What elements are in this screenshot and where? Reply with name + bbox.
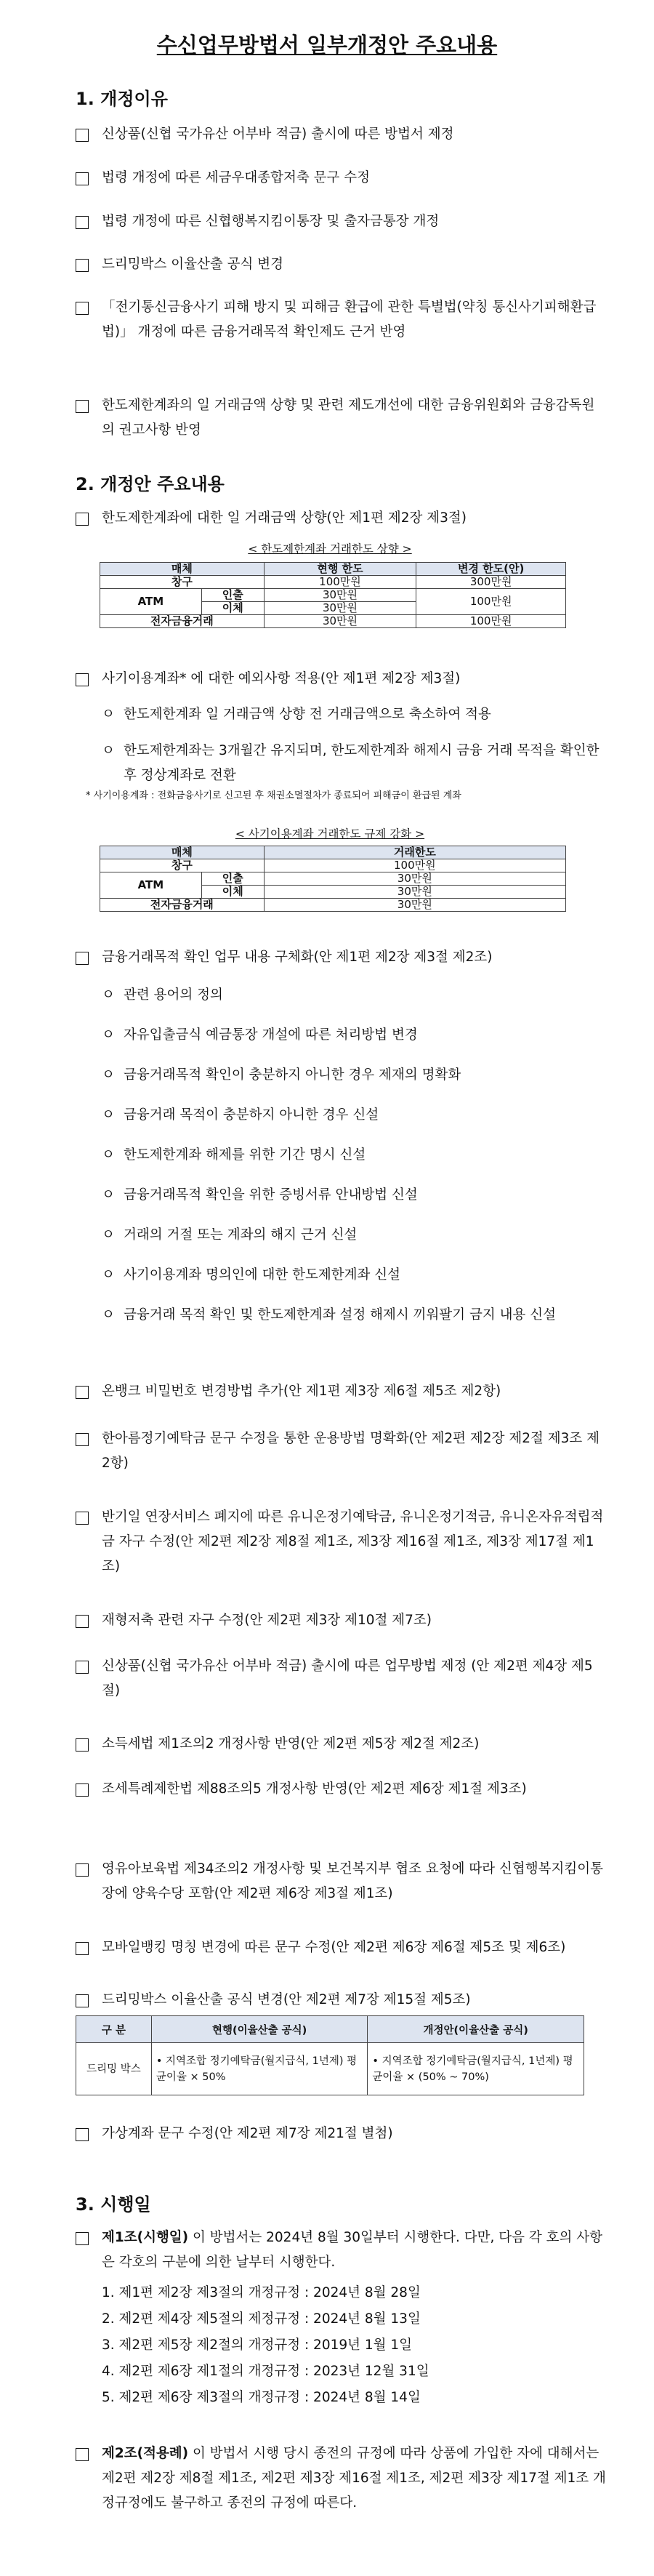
- table2-header: 매체: [100, 846, 265, 859]
- table1-cell: 30만원: [264, 589, 416, 602]
- table3-cell: 드리밍 박스: [76, 2043, 152, 2095]
- main-item: 금융거래목적 확인 업무 내용 구체화(안 제1편 제2장 제3절 제2조): [76, 945, 607, 970]
- table3-header: 현행(이율산출 공식): [151, 2016, 368, 2043]
- article-1: [76, 2226, 607, 2275]
- list-item: 2. 제2편 제4장 제5절의 제정규정 : 2024년 8월 13일: [102, 2311, 421, 2327]
- section-2-heading: 2. 개정안 주요내용: [76, 474, 225, 494]
- reason-item: 법령 개정에 따른 세금우대종합저축 문구 수정: [76, 166, 607, 190]
- dreaming-box-rate-table: [76, 2015, 584, 2095]
- table1-cell: 30만원: [264, 602, 416, 615]
- table2-cell: 30만원: [264, 899, 565, 912]
- sub-item: ㅇ 한도제한계좌는 3개월간 유지되며, 한도제한계좌 해제시 금융 거래 목적을 확인한 후 정상계좌로 전환: [102, 739, 603, 788]
- table1-header: 매체: [100, 563, 265, 576]
- main-item: 영유아보육법 제34조의2 개정사항 및 보건복지부 협조 요청에 따라 신협행복지킴이통장에 양육수당 포함(안 제2편 제6장 제3절 제1조): [76, 1857, 607, 1906]
- section-1-heading: 1. 개정이유: [76, 89, 168, 109]
- table2-cell: 30만원: [264, 872, 565, 886]
- table1-cell: 전자금융거래: [100, 615, 265, 628]
- limit-increase-table: [100, 562, 566, 628]
- table2-cell: 100만원: [264, 859, 565, 872]
- sub-item: ㅇ 거래의 거절 또는 계좌의 해지 근거 신설: [102, 1223, 603, 1248]
- table2-cell: 30만원: [264, 886, 565, 899]
- table1-cell: 100만원: [264, 576, 416, 589]
- main-item: 신상품(신협 국가유산 어부바 적금) 출시에 따른 업무방법 제정 (안 제2편 제4장 제5절): [76, 1654, 607, 1704]
- sub-item: ㅇ 관련 용어의 정의: [102, 983, 603, 1008]
- document-title: 수신업무방법서 일부개정안 주요내용: [156, 33, 498, 57]
- table2-cell: 인출: [201, 872, 264, 886]
- sub-item: ㅇ 한도제한계좌 해제를 위한 기간 명시 신설: [102, 1143, 603, 1168]
- list-item: 4. 제2편 제6장 제1절의 개정규정 : 2023년 12월 31일: [102, 2364, 429, 2379]
- table1-cell: 100만원: [416, 589, 566, 615]
- table2-cell: 창구: [100, 859, 265, 872]
- sub-item: ㅇ 자유입출금식 예금통장 개설에 따른 처리방법 변경: [102, 1023, 603, 1048]
- table1-cell: 창구: [100, 576, 265, 589]
- table1-cell: 이체: [201, 602, 264, 615]
- table2-cell: 이체: [201, 886, 264, 899]
- table1-cell: 30만원: [264, 615, 416, 628]
- table1-header: 현행 한도: [264, 563, 416, 576]
- table1-header: 변경 한도(안): [416, 563, 566, 576]
- article-1-title: 제1조(시행일): [102, 2230, 189, 2245]
- main-item: 소득세법 제1조의2 개정사항 반영(안 제2편 제5장 제2절 제2조): [76, 1732, 607, 1757]
- reason-item: 신상품(신협 국가유산 어부바 적금) 출시에 따른 방법서 제정: [76, 122, 607, 147]
- list-item: 3. 제2편 제5장 제2절의 개정규정 : 2019년 1월 1일: [102, 2338, 413, 2353]
- table1-cell: 인출: [201, 589, 264, 602]
- table1-cell: 100만원: [416, 615, 566, 628]
- table3-cell: • 지역조합 정기예탁금(월지급식, 1년제) 평균이율 × 50%: [151, 2043, 368, 2095]
- table1-caption: < 한도제한계좌 거래한도 상향 >: [248, 542, 412, 555]
- sub-item: ㅇ 금융거래 목적이 충분하지 아니한 경우 신설: [102, 1103, 603, 1128]
- sub-item: ㅇ 금융거래목적 확인이 충분하지 아니한 경우 제재의 명확화: [102, 1063, 603, 1088]
- main-item: 재형저축 관련 자구 수정(안 제2편 제3장 제10절 제7조): [76, 1608, 607, 1633]
- list-item: 5. 제2편 제6장 제3절의 개정규정 : 2024년 8월 14일: [102, 2390, 421, 2405]
- table2-header: 거래한도: [264, 846, 565, 859]
- footnote: * 사기이용계좌 : 전화금융사기로 신고된 후 채권소멸절차가 종료되어 피해금이 환급된 계좌: [86, 790, 461, 801]
- table3-cell: • 지역조합 정기예탁금(월지급식, 1년제) 평균이율 × (50% ~ 70%): [368, 2043, 584, 2095]
- table2-caption: < 사기이용계좌 거래한도 규제 강화 >: [235, 827, 425, 840]
- reason-item: 한도제한계좌의 일 거래금액 상향 및 관련 제도개선에 대한 금융위원회와 금융감독원의 권고사항 반영: [76, 393, 607, 443]
- table3-header: 구 분: [76, 2016, 152, 2043]
- table1-cell: ATM: [100, 589, 202, 615]
- main-item: 조세특례제한법 제88조의5 개정사항 반영(안 제2편 제6장 제1절 제3조): [76, 1777, 607, 1802]
- main-item: 반기일 연장서비스 폐지에 따른 유니온정기예탁금, 유니온정기적금, 유니온자유적립적금 자구 수정(안 제2편 제2장 제8절 제1조, 제3장 제16절 제1조, 제3장 제17절 제1조): [76, 1505, 607, 1579]
- table2-cell: 전자금융거래: [100, 899, 265, 912]
- main-item: 사기이용계좌* 에 대한 예외사항 적용(안 제1편 제2장 제3절): [76, 667, 607, 691]
- article-1-text: 이 방법서는 2024년 8월 30일부터 시행한다. 다만, 다음 각 호의 사항은 각호의 구분에 의한 날부터 시행한다.: [102, 2230, 603, 2270]
- main-item: 드리밍박스 이율산출 공식 변경(안 제2편 제7장 제15절 제5조): [76, 1988, 607, 2013]
- main-item: 한도제한계좌에 대한 일 거래금액 상향(안 제1편 제2장 제3절): [76, 506, 607, 531]
- sub-item: ㅇ 금융거래목적 확인을 위한 증빙서류 안내방법 신설: [102, 1183, 603, 1208]
- reason-item: 「전기통신금융사기 피해 방지 및 피해금 환급에 관한 특별법(약칭 통신사기피해환급법)」 개정에 따른 금융거래목적 확인제도 근거 반영: [76, 295, 607, 345]
- list-item: 1. 제1편 제2장 제3절의 개정규정 : 2024년 8월 28일: [102, 2285, 421, 2300]
- section-3-heading: 3. 시행일: [76, 2194, 151, 2215]
- article-2-title: 제2조(적용례): [102, 2446, 189, 2461]
- main-item: 모바일뱅킹 명칭 변경에 따른 문구 수정(안 제2편 제6장 제6절 제5조 및 제6조): [76, 1935, 607, 1960]
- sub-item: ㅇ 한도제한계좌 일 거래금액 상향 전 거래금액으로 축소하여 적용: [102, 702, 603, 727]
- article-2: [76, 2441, 607, 2516]
- table1-cell: 300만원: [416, 576, 566, 589]
- main-item: 온뱅크 비밀번호 변경방법 추가(안 제1편 제3장 제6절 제5조 제2항): [76, 1379, 607, 1404]
- sub-item: ㅇ 금융거래 목적 확인 및 한도제한계좌 설정 해제시 끼워팔기 금지 내용 신설: [102, 1303, 603, 1328]
- main-item: 한아름정기예탁금 문구 수정을 통한 운용방법 명확화(안 제2편 제2장 제2절 제3조 제2항): [76, 1427, 607, 1476]
- table3-header: 개정안(이율산출 공식): [368, 2016, 584, 2043]
- reason-item: 드리밍박스 이율산출 공식 변경: [76, 252, 607, 277]
- fraud-account-limit-table: [100, 846, 566, 912]
- sub-item: ㅇ 사기이용계좌 명의인에 대한 한도제한계좌 신설: [102, 1263, 603, 1288]
- reason-item: 법령 개정에 따른 신협행복지킴이통장 및 출자금통장 개정: [76, 209, 607, 234]
- article-2-text: 이 방법서 시행 당시 종전의 규정에 따라 상품에 가입한 자에 대해서는 제2편 제2장 제8절 제1조, 제2편 제3장 제16절 제1조, 제2편 제3장 제17절 제1조 개정규정에도 불구하고 종전의 규정에 따른다.: [102, 2446, 606, 2511]
- table2-cell: ATM: [100, 872, 202, 899]
- main-item: 가상계좌 문구 수정(안 제2편 제7장 제21절 별첨): [76, 2122, 607, 2146]
